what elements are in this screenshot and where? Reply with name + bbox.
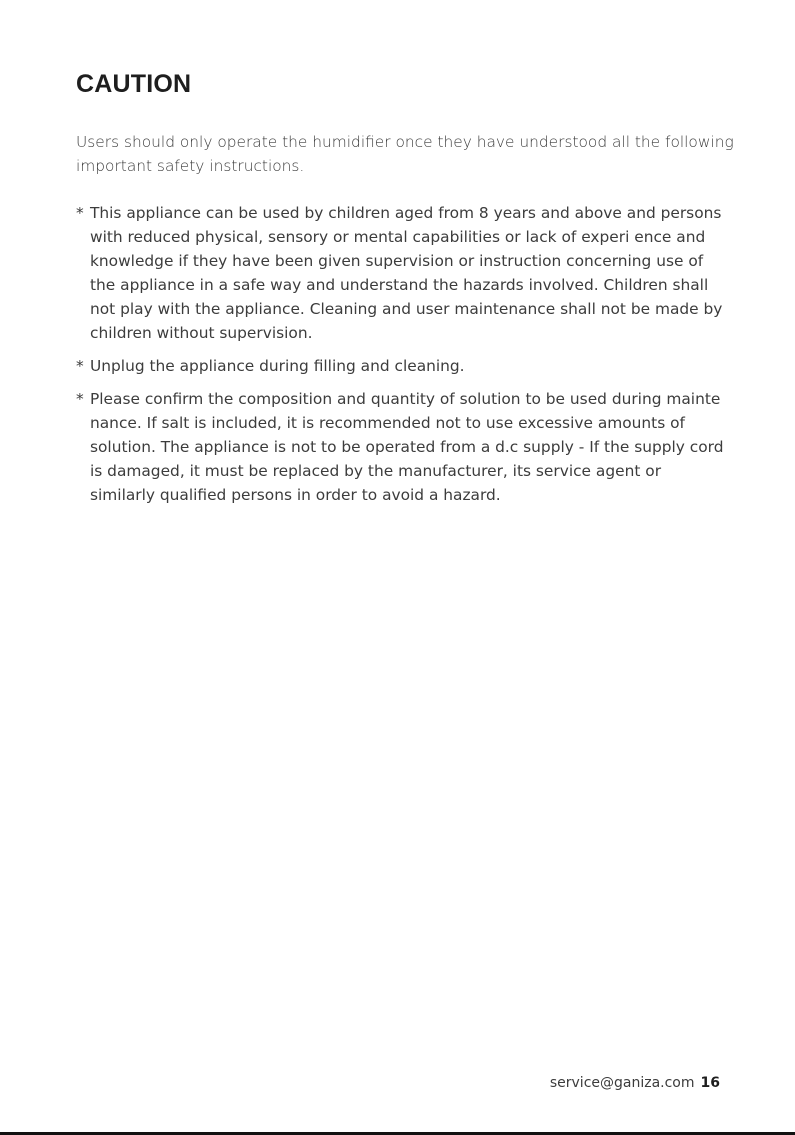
list-item: [76, 354, 726, 378]
support-email: service@ganiza.com: [549, 1075, 695, 1091]
safety-instructions-list: [76, 201, 726, 516]
list-item-text: This appliance can be used by children aged from 8 years and above and persons with reduced physical, sensory or mental capabilities or lack of experi ence and knowledge if they have been given supervision or instruction concerning use of the appliance in a safe way and understand the hazards involved. Children shall not play with the appliance. Cleaning and user maintenance shall not be made by children without supervision.: [90, 204, 723, 342]
page-footer: [550, 1075, 720, 1091]
intro-paragraph: Users should only operate the humidifier once they have understood all the following important safety instructions.: [76, 133, 734, 175]
bullet-marker: *: [76, 390, 84, 408]
list-item-text: Unplug the appliance during filling and cleaning.: [90, 357, 465, 375]
list-item: [76, 201, 726, 345]
bullet-marker: *: [76, 204, 84, 222]
page-title: CAUTION: [76, 70, 192, 98]
list-item-text: Please confirm the composition and quantity of solution to be used during mainte nance. If salt is included, it is recommended not to use excessive amounts of solution. The appliance is not to be operated from a d.c supply - If the supply cord is damaged, it must be replaced by the manufacturer, its service agent or similarly qualified persons in order to avoid a hazard.: [90, 390, 724, 504]
page-number: 16: [700, 1075, 720, 1091]
bullet-marker: *: [76, 357, 84, 375]
list-item: [76, 387, 726, 507]
